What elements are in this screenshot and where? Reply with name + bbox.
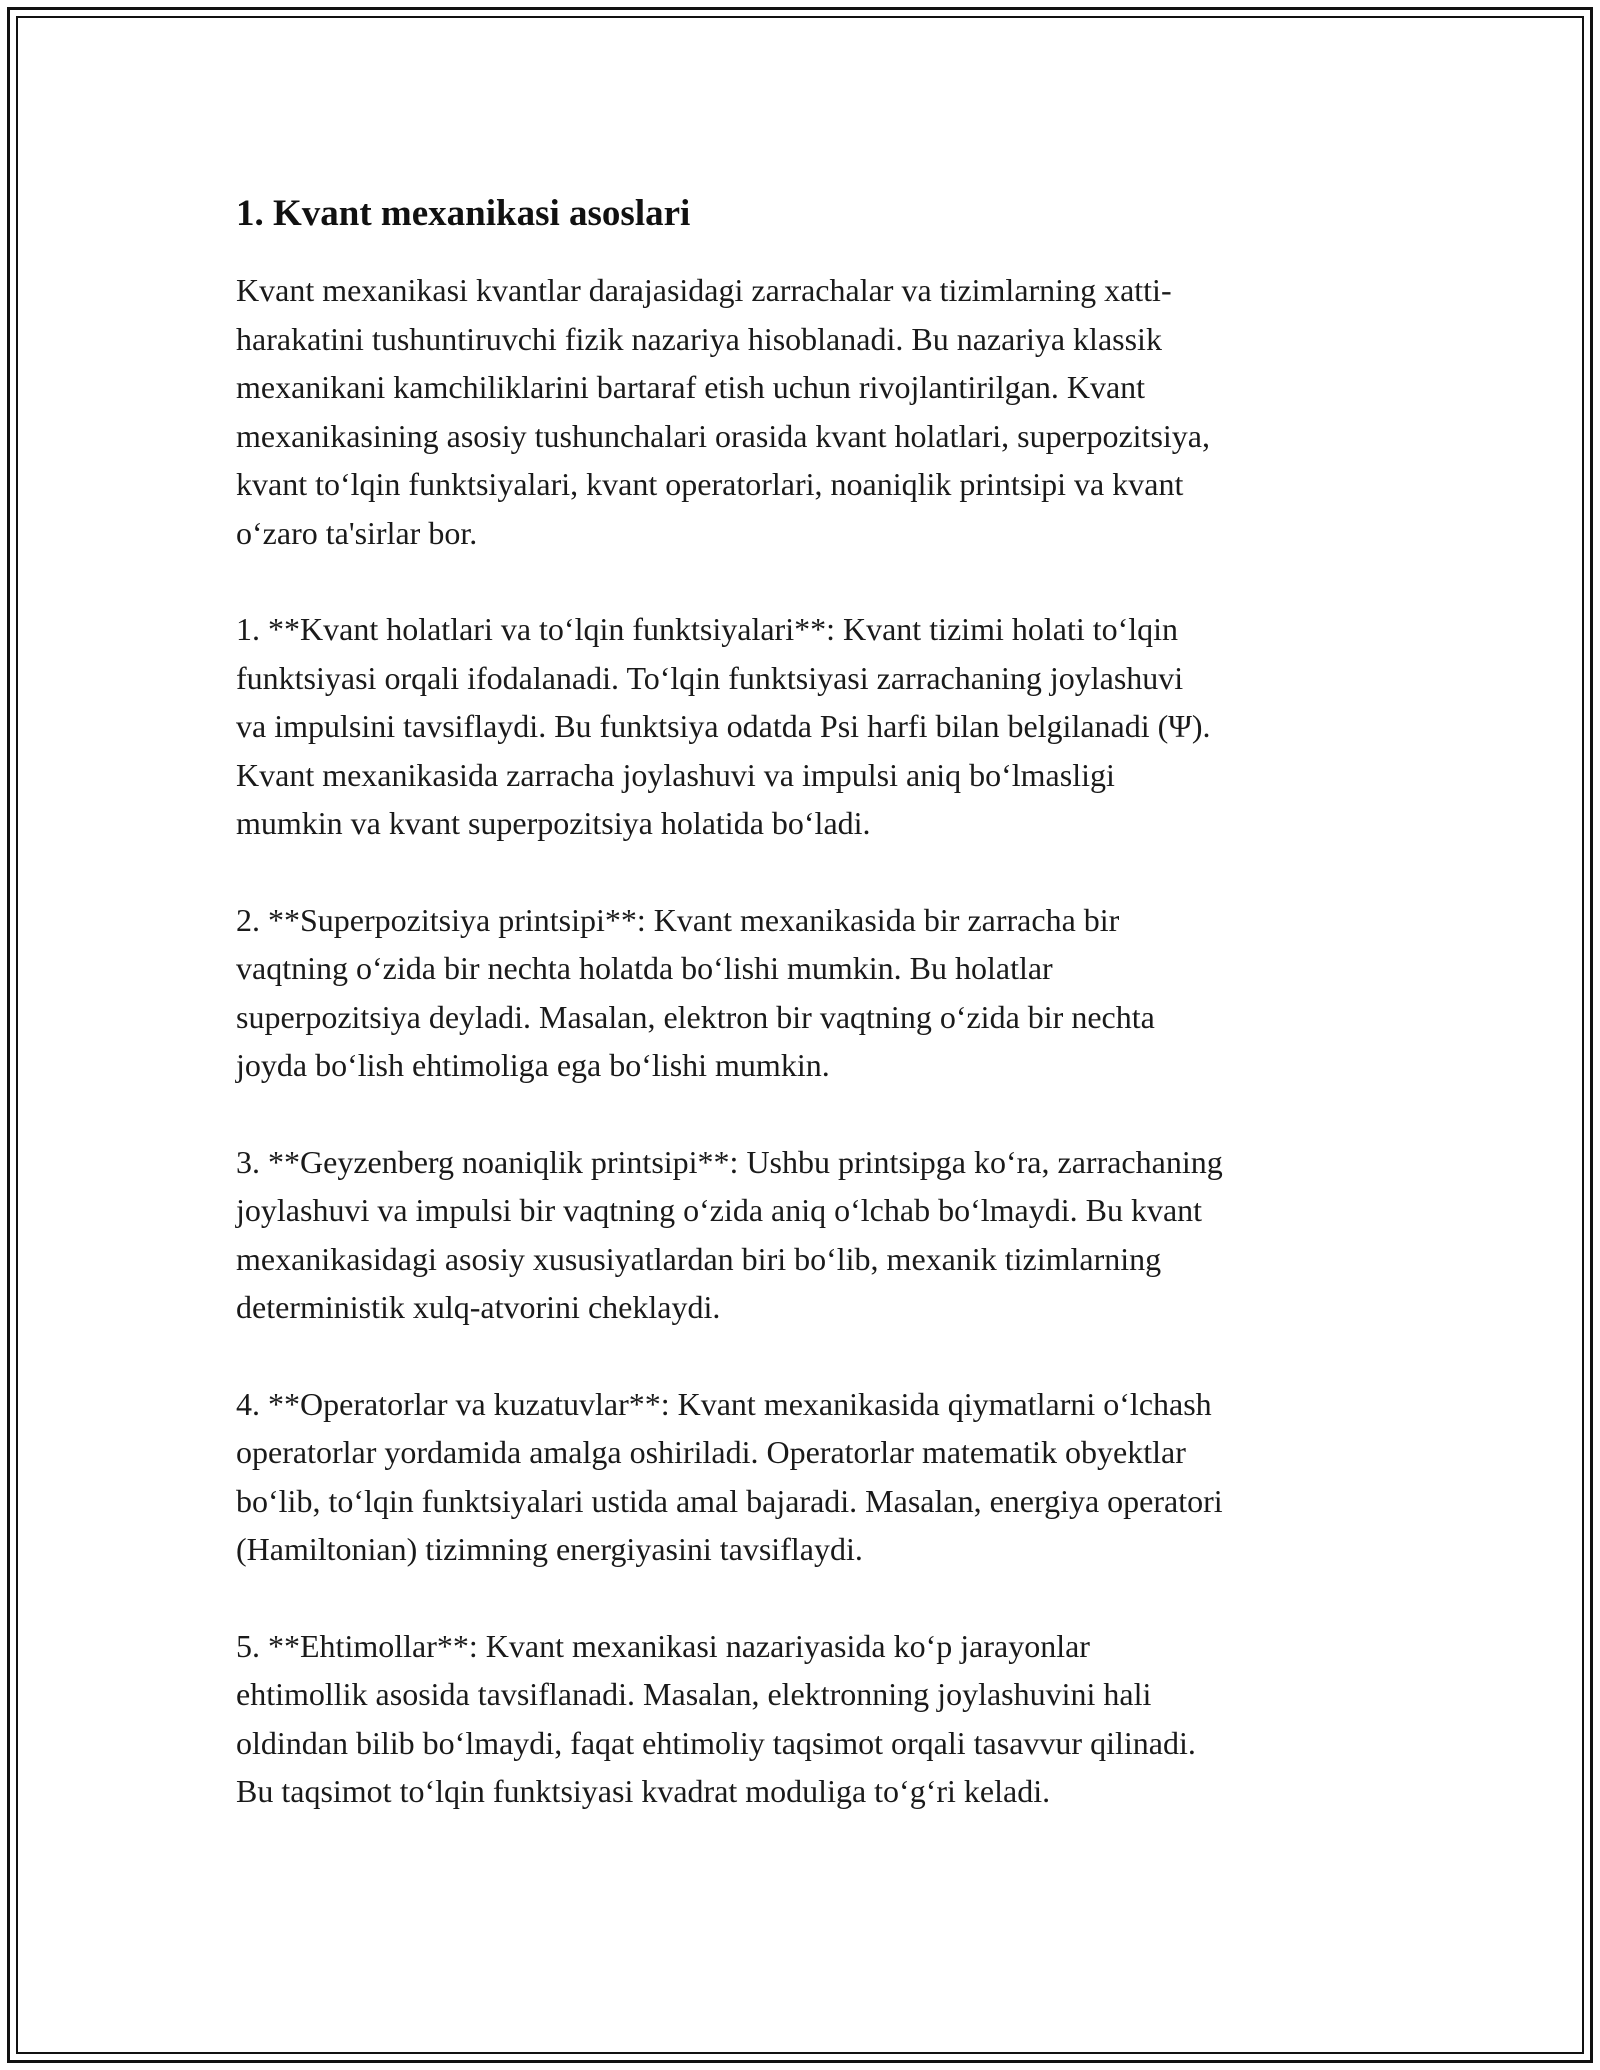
item-4-paragraph: 4. **Operatorlar va kuzatuvlar**: Kvant mexanikasida qiymatlarni o‘lchash operatorlar yordamida amalga oshiriladi. Operatorlar matematik obyektlar bo‘lib, to‘lqin funktsiyalari ustida amal bajaradi. Masalan, energiya operatori (Hamiltonian) tizimning energiyasini tavsiflaydi.	[236, 1385, 1223, 1567]
item-3-paragraph: 3. **Geyzenberg noaniqlik printsipi**: Ushbu printsipga ko‘ra, zarrachaning joylashuvi va impulsi bir vaqtning o‘zida aniq o‘lchab bo‘lmaydi. Bu kvant mexanikasidagi asosiy xususiyatlardan biri bo‘lib, mexanik tizimlarning deterministik xulq-atvorini cheklaydi.	[236, 1143, 1223, 1325]
intro-paragraph: Kvant mexanikasi kvantlar darajasidagi zarrachalar va tizimlarning xatti- harakatini tushuntiruvchi fizik nazariya hisoblanadi. Bu nazariya klassik mexanikani kamchiliklarini bartaraf etish uchun rivojlantirilgan. Kvant mexanikasining asosiy tushunchalari orasida kvant holatlari, superpozitsiya, kvant to‘lqin funktsiyalari, kvant operatorlari, noaniqlik printsipi va kvant o‘zaro ta'sirlar bor.	[236, 272, 1210, 551]
paragraph-list	[236, 266, 1400, 1816]
section-heading: 1. Kvant mexanikasi asoslari	[236, 193, 691, 234]
item-1-paragraph: 1. **Kvant holatlari va to‘lqin funktsiyalari**: Kvant tizimi holati to‘lqin funktsiyasi orqali ifodalanadi. To‘lqin funktsiyasi zarrachaning joylashuvi va impulsini tavsiflaydi. Bu funktsiya odatda Psi harfi bilan belgilanadi (Ψ). Kvant mexanikasida zarracha joylashuvi va impulsi aniq bo‘lmasligi mumkin va kvant superpozitsiya holatida bo‘ladi.	[236, 611, 1211, 841]
item-2-paragraph: 2. **Superpozitsiya printsipi**: Kvant mexanikasida bir zarracha bir vaqtning o‘zida bir nechta holatda bo‘lishi mumkin. Bu holatlar superpozitsiya deyladi. Masalan, elektron bir vaqtning o‘zida bir nechta joyda bo‘lish ehtimoliga ega bo‘lishi mumkin.	[236, 901, 1155, 1083]
item-5-paragraph: 5. **Ehtimollar**: Kvant mexanikasi nazariyasida ko‘p jarayonlar ehtimollik asosida tavsiflanadi. Masalan, elektronning joylashuvini hali oldindan bilib bo‘lmaydi, faqat ehtimoliy taqsimot orqali tasavvur qilinadi. Bu taqsimot to‘lqin funktsiyasi kvadrat moduliga to‘g‘ri keladi.	[236, 1627, 1196, 1809]
document-body	[236, 186, 1400, 1864]
